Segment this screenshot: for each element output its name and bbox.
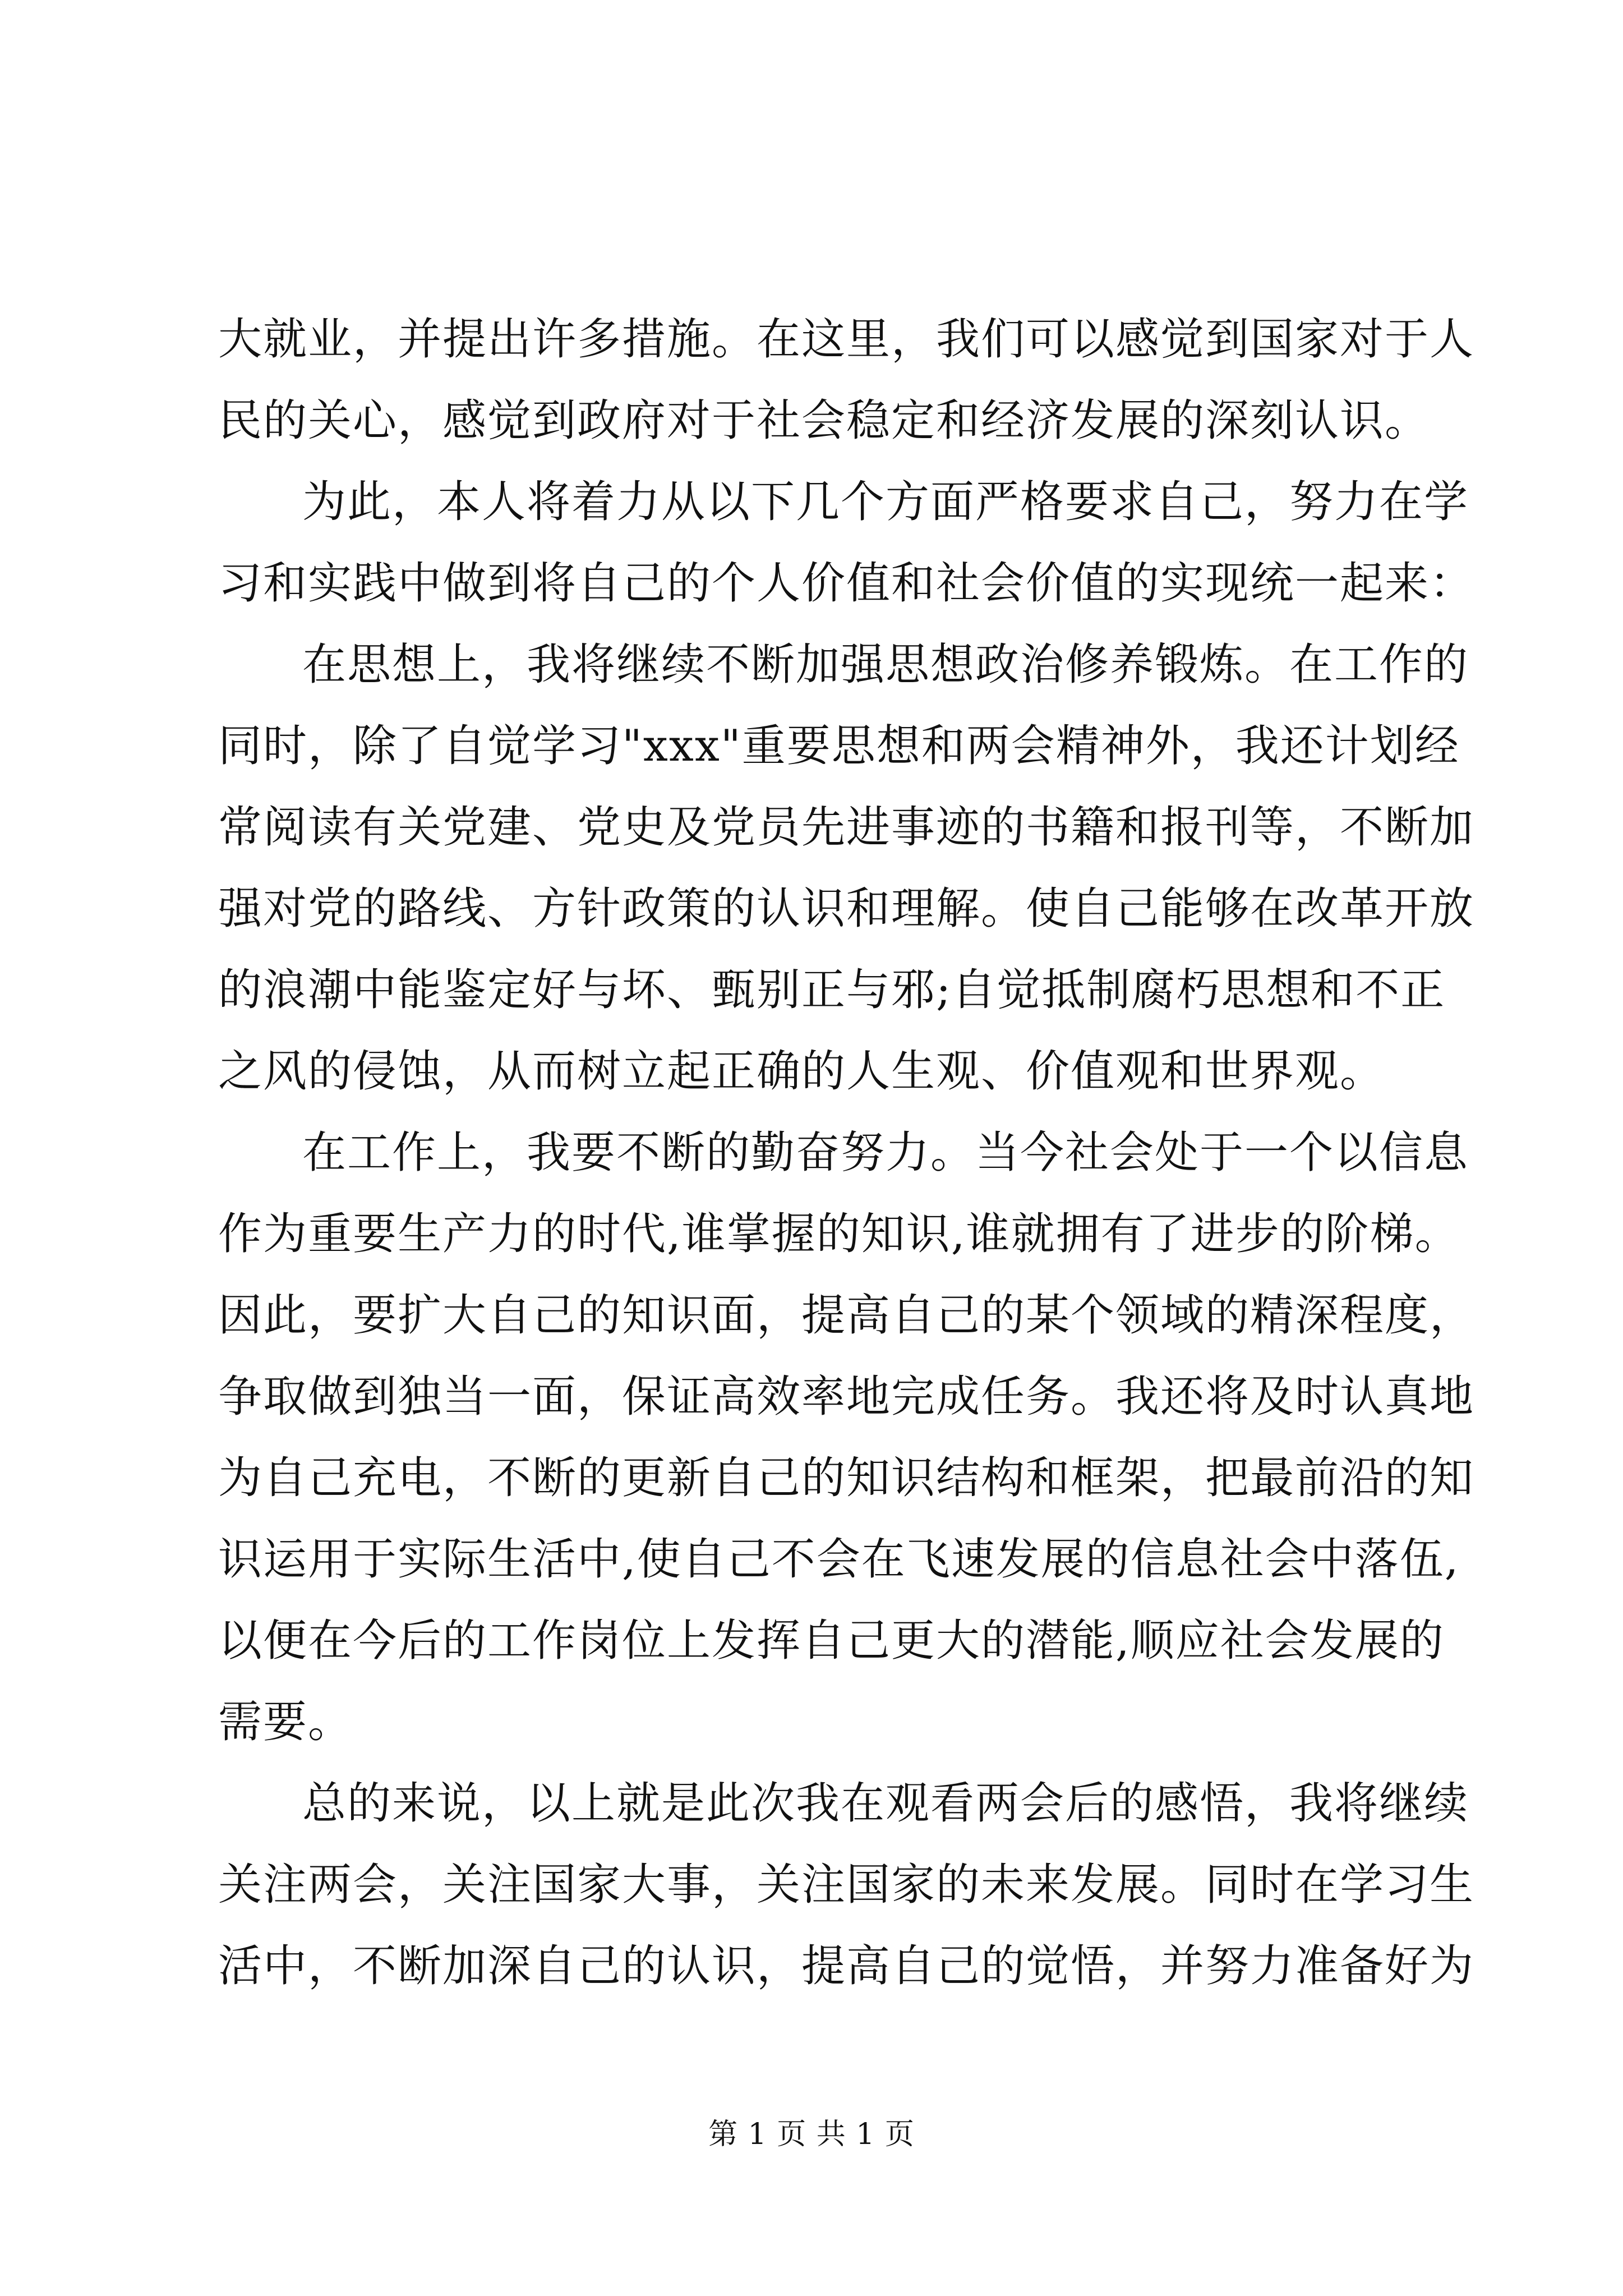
text-line: 活中，不断加深自己的认识，提高自己的觉悟，并努力准备好为	[218, 1941, 1475, 1991]
text-line: 关注两会，关注国家大事，关注国家的未来发展。同时在学习生	[218, 1860, 1475, 1910]
text-line: 的浪潮中能鉴定好与坏、甄别正与邪;自觉抵制腐朽思想和不正	[218, 965, 1446, 1015]
paragraph-start-line: 在思想上，我将继续不断加强思想政治修养锻炼。在工作的	[302, 639, 1469, 690]
text-line: 以便在今后的工作岗位上发挥自己更大的潜能,顺应社会发展的	[218, 1616, 1445, 1666]
text-line: 同时，除了自觉学习"xxx"重要思想和两会精神外，我还计划经	[218, 721, 1460, 771]
text-line: 强对党的路线、方针政策的认识和理解。使自己能够在改革开放	[218, 884, 1475, 934]
text-line: 大就业，并提出许多措施。在这里，我们可以感觉到国家对于人	[218, 314, 1475, 365]
text-line: 识运用于实际生活中,使自己不会在飞速发展的信息社会中落伍,	[218, 1534, 1460, 1585]
text-line: 需要。	[218, 1697, 353, 1747]
document-body	[218, 299, 1475, 2007]
text-line: 民的关心，感觉到政府对于社会稳定和经济发展的深刻认识。	[218, 395, 1430, 446]
text-line: 因此，要扩大自己的知识面，提高自己的某个领域的精深程度，	[218, 1290, 1475, 1341]
text-line: 为自己充电，不断的更新自己的知识结构和框架，把最前沿的知	[218, 1453, 1475, 1503]
text-line: 习和实践中做到将自己的个人价值和社会价值的实现统一起来：	[218, 558, 1475, 609]
text-line: 争取做到独当一面，保证高效率地完成任务。我还将及时认真地	[218, 1372, 1475, 1422]
paragraph-start-line: 总的来说，以上就是此次我在观看两会后的感悟，我将继续	[302, 1778, 1469, 1829]
paragraph-start-line: 为此，本人将着力从以下几个方面严格要求自己，努力在学	[302, 477, 1469, 527]
text-line: 之风的侵蚀，从而树立起正确的人生观、价值观和世界观。	[218, 1046, 1385, 1097]
text-line: 作为重要生产力的时代,谁掌握的知识,谁就拥有了进步的阶梯。	[218, 1209, 1460, 1259]
text-line: 常阅读有关党建、党史及党员先进事迹的书籍和报刊等，不断加	[218, 802, 1475, 853]
page-number-footer: 第 1 页 共 1 页	[708, 2118, 915, 2151]
paragraph-start-line: 在工作上，我要不断的勤奋努力。当今社会处于一个以信息	[302, 1128, 1469, 1178]
